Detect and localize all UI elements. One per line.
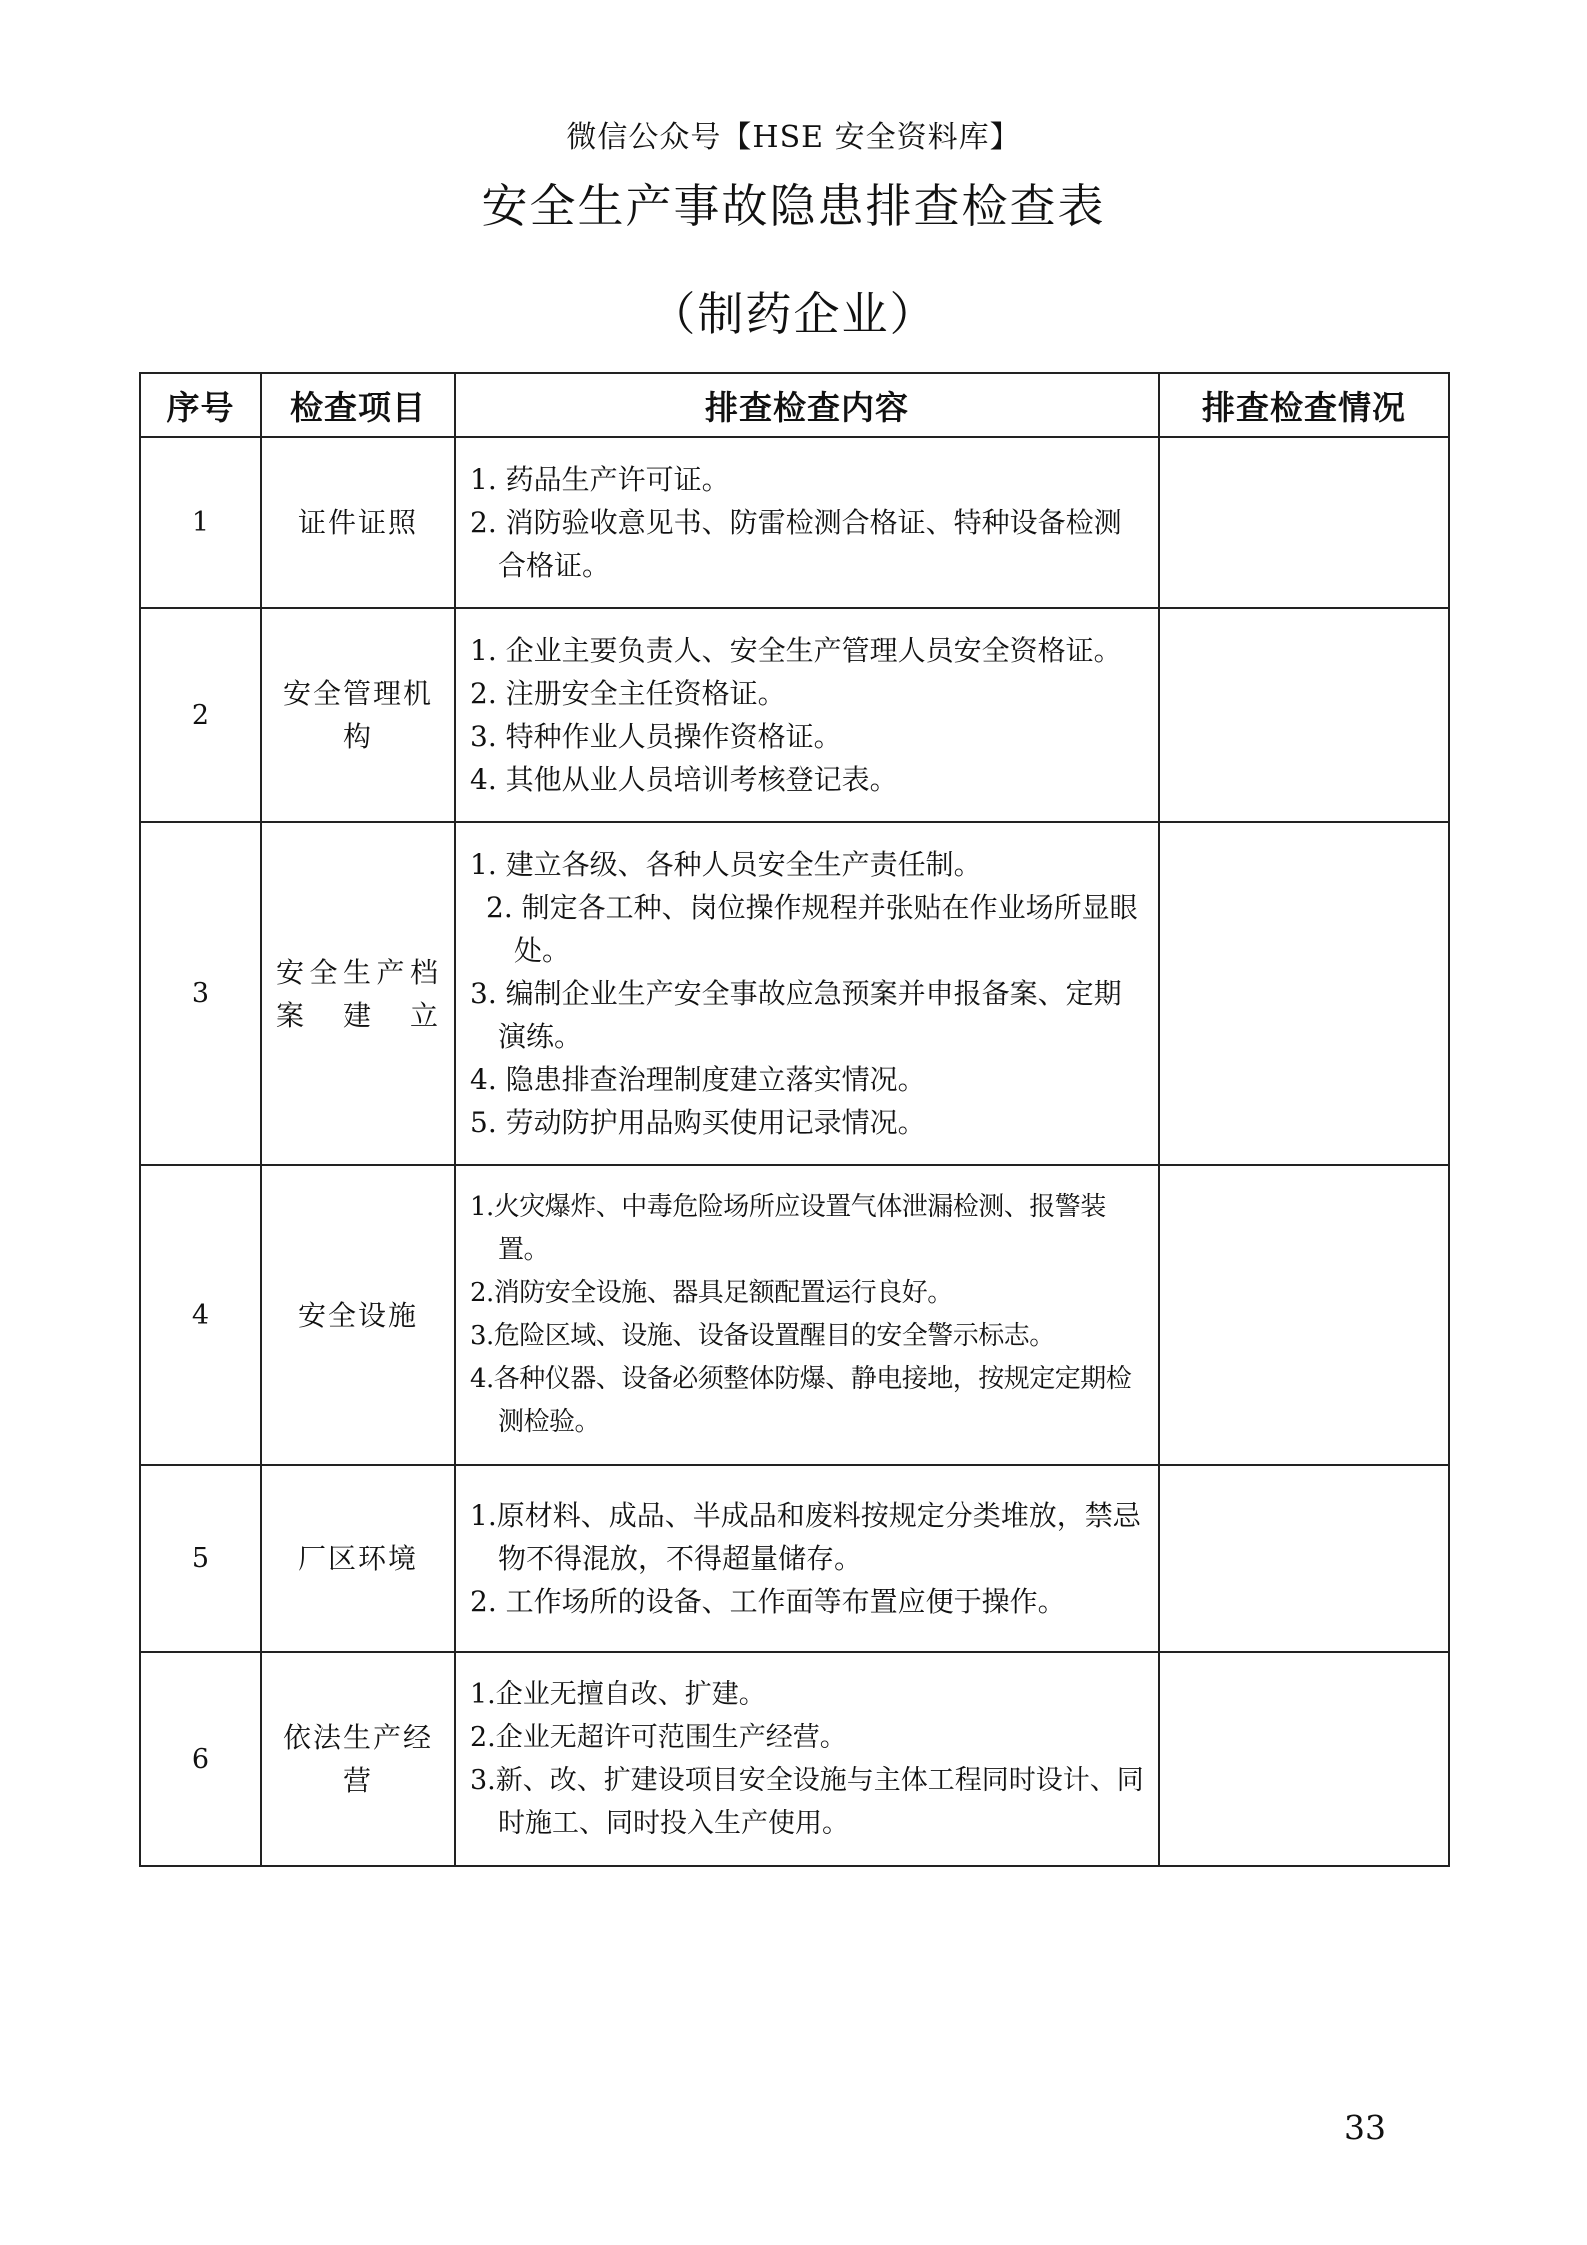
row-result-cell[interactable]	[1159, 437, 1449, 608]
row-result-cell[interactable]	[1159, 1652, 1449, 1866]
row-no: 5	[140, 1465, 261, 1652]
content-line: 1.企业无擅自改、扩建。	[470, 1679, 766, 1710]
header-content: 排查检查内容	[455, 373, 1159, 437]
row-content	[455, 822, 1159, 1165]
content-line: 1. 企业主要负责人、安全生产管理人员安全资格证。	[470, 634, 1122, 667]
table-row	[140, 822, 1449, 1165]
row-no: 6	[140, 1652, 261, 1866]
table-row	[140, 1165, 1449, 1465]
row-no: 1	[140, 437, 261, 608]
content-line: 4. 隐患排查治理制度建立落实情况。	[470, 1063, 926, 1096]
row-content	[455, 1465, 1159, 1652]
content-line: 2. 工作场所的设备、工作面等布置应便于操作。	[470, 1585, 1066, 1618]
content-line: 2.消防安全设施、器具足额配置运行良好。	[470, 1278, 953, 1308]
row-result-cell[interactable]	[1159, 822, 1449, 1165]
header-result: 排查检查情况	[1159, 373, 1449, 437]
row-no: 4	[140, 1165, 261, 1465]
table-header-row	[140, 373, 1449, 437]
page-number: 33	[1344, 2108, 1386, 2147]
document-title: 安全生产事故隐患排查检查表	[481, 179, 1106, 233]
content-line: 1. 药品生产许可证。	[470, 463, 730, 496]
content-line: 1.原材料、成品、半成品和废料按规定分类堆放，禁忌物不得混放，不得超量储存。	[470, 1499, 1141, 1575]
row-no: 3	[140, 822, 261, 1165]
content-line: 1. 建立各级、各种人员安全生产责任制。	[470, 848, 982, 881]
content-line: 2. 制定各工种、岗位操作规程并张贴在作业场所显眼处。	[486, 891, 1138, 967]
content-line: 1.火灾爆炸、中毒危险场所应设置气体泄漏检测、报警装置。	[470, 1192, 1106, 1265]
row-item: 证件证照	[261, 437, 455, 608]
content-line: 3.危险区域、设施、设备设置醒目的安全警示标志。	[470, 1321, 1055, 1351]
row-item: 依法生产经营	[261, 1652, 455, 1866]
row-content	[455, 1652, 1159, 1866]
header-note: 微信公众号【HSE 安全资料库】	[566, 120, 1021, 155]
content-line: 4. 其他从业人员培训考核登记表。	[470, 763, 898, 796]
header-no: 序号	[140, 373, 261, 437]
header-item: 检查项目	[261, 373, 455, 437]
table-row	[140, 1652, 1449, 1866]
content-line: 2. 注册安全主任资格证。	[470, 677, 786, 710]
content-line: 4.各种仪器、设备必须整体防爆、静电接地，按规定定期检测检验。	[470, 1364, 1132, 1437]
inspection-checklist-table	[139, 372, 1450, 1867]
row-result-cell[interactable]	[1159, 1465, 1449, 1652]
row-content	[455, 608, 1159, 822]
row-item: 安全生产档案建立	[261, 822, 455, 1165]
row-item: 安全设施	[261, 1165, 455, 1465]
row-item: 厂区环境	[261, 1465, 455, 1652]
table-row	[140, 608, 1449, 822]
row-content	[455, 1165, 1159, 1465]
content-line: 3. 特种作业人员操作资格证。	[470, 720, 842, 753]
table-row	[140, 437, 1449, 608]
content-line: 5. 劳动防护用品购买使用记录情况。	[470, 1106, 926, 1139]
content-line: 3. 编制企业生产安全事故应急预案并申报备案、定期演练。	[470, 977, 1122, 1053]
row-result-cell[interactable]	[1159, 1165, 1449, 1465]
document-subtitle: （制药企业）	[649, 287, 938, 341]
row-content	[455, 437, 1159, 608]
content-line: 3.新、改、扩建设项目安全设施与主体工程同时设计、同时施工、同时投入生产使用。	[470, 1765, 1144, 1839]
row-item: 安全管理机构	[261, 608, 455, 822]
content-line: 2. 消防验收意见书、防雷检测合格证、特种设备检测合格证。	[470, 506, 1122, 582]
row-result-cell[interactable]	[1159, 608, 1449, 822]
content-line: 2.企业无超许可范围生产经营。	[470, 1722, 847, 1753]
table-row	[140, 1465, 1449, 1652]
row-no: 2	[140, 608, 261, 822]
